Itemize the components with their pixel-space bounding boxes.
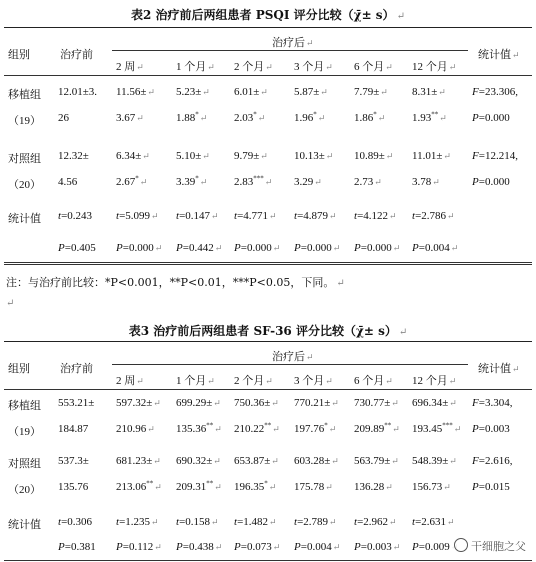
table3-table-cell: 597.32±↵ — [116, 397, 161, 409]
table2-period-2: 2 个月↵ — [234, 61, 273, 73]
table3-table-cell: P=0.073↵ — [234, 541, 281, 553]
table3-header-stat: 统计值↵ — [478, 363, 520, 375]
table2-row-n: （20） — [8, 179, 41, 191]
table3-table-cell: P=0.004↵ — [294, 541, 341, 553]
table3-table-cell: P=0.112↵ — [116, 541, 162, 553]
table3-table-cell: 681.23±↵ — [116, 455, 161, 467]
table3-table-cell: P=0.009 — [412, 541, 450, 553]
table2-table-cell: P=0.000 — [472, 112, 510, 124]
table2-table-cell: 1.93**↵ — [412, 110, 447, 124]
table3-table-cell: P=0.015 — [472, 481, 510, 493]
table3-period-1: 1 个月↵ — [176, 375, 215, 387]
table2-table-cell: 6.01±↵ — [234, 86, 268, 98]
table2-caption: 表2 治疗前后两组患者 PSQI 评分比较（χ̄± s） ↵ — [131, 8, 405, 22]
table2-table-cell: P=0.000↵ — [116, 242, 163, 254]
table3-table-cell: F=3.304, — [472, 397, 513, 409]
table2-row-label: 统计值 — [8, 213, 41, 225]
table3-period-3: 3 个月↵ — [294, 375, 333, 387]
table3-table-cell: 653.87±↵ — [234, 455, 279, 467]
table2-table-cell: P=0.405 — [58, 242, 96, 254]
table3-table-cell: 156.73↵ — [412, 481, 451, 493]
table2-period-0: 2 周↵ — [116, 61, 144, 73]
table2-table-cell: t=4.771↵ — [234, 210, 277, 222]
table2-header-before: 治疗前 — [60, 49, 93, 61]
table3-period-0: 2 周↵ — [116, 375, 144, 387]
table2-table-cell: t=0.243 — [58, 210, 93, 222]
table2-table-cell: P=0.442↵ — [176, 242, 223, 254]
table3-table-cell: 135.36**↵ — [176, 421, 222, 435]
table3-period-5: 12 个月↵ — [412, 375, 457, 387]
table3-table-cell: t=2.962↵ — [354, 516, 397, 528]
table3-period-2: 2 个月↵ — [234, 375, 273, 387]
table2-table-cell: 7.79±↵ — [354, 86, 388, 98]
table2-table-cell: P=0.000↵ — [354, 242, 401, 254]
table3-table-cell: t=1.482↵ — [234, 516, 277, 528]
watermark: 干细胞之父 — [450, 536, 530, 556]
table3-table-cell: 209.31**↵ — [176, 479, 222, 493]
table2-period-4: 6 个月↵ — [354, 61, 393, 73]
table2-table-cell: 12.32± — [58, 150, 89, 162]
table3-table-cell: P=0.381 — [58, 541, 96, 553]
table3-table-cell: P=0.003↵ — [354, 541, 401, 553]
table2-table-cell: 6.34±↵ — [116, 150, 150, 162]
table2-table-cell: 26 — [58, 112, 69, 124]
table3-table-cell: 699.29±↵ — [176, 397, 221, 409]
table2-table-cell: 3.67↵ — [116, 112, 144, 124]
table3-header-after: 治疗后↵ — [272, 351, 314, 363]
table2-table-cell: P=0.000↵ — [234, 242, 281, 254]
table2-table-cell: 8.31±↵ — [412, 86, 446, 98]
table2-period-3: 3 个月↵ — [294, 61, 333, 73]
table3-row-label: 对照组 — [8, 458, 41, 470]
table2-table-cell: 2.03*↵ — [234, 110, 266, 124]
table2-table-cell: P=0.000 — [472, 176, 510, 188]
table2-table-cell: 5.87±↵ — [294, 86, 328, 98]
table3-table-cell: P=0.003 — [472, 423, 510, 435]
table2-table-cell: 3.78↵ — [412, 176, 440, 188]
table3-table-cell: 197.76*↵ — [294, 421, 337, 435]
table3-table-cell: 563.79±↵ — [354, 455, 399, 467]
table3-table-cell: 213.06**↵ — [116, 479, 162, 493]
table2-table-cell: 12.01±3. — [58, 86, 98, 98]
table2-table-cell: 11.01±↵ — [412, 150, 451, 162]
table2-table-cell: F=23.306, — [472, 86, 518, 98]
table3-table-cell: 553.21± — [58, 397, 95, 409]
table3-table-cell: 696.34±↵ — [412, 397, 457, 409]
table3-table-cell: 193.45***↵ — [412, 421, 462, 435]
table2-period-1: 1 个月↵ — [176, 61, 215, 73]
table3-table-cell: 690.32±↵ — [176, 455, 221, 467]
table2-period-5: 12 个月↵ — [412, 61, 457, 73]
table3-table-cell: 603.28±↵ — [294, 455, 339, 467]
table3-table-cell: 210.22**↵ — [234, 421, 280, 435]
table3-table-cell: 135.76 — [58, 481, 89, 493]
table3-table-cell: P=0.438↵ — [176, 541, 223, 553]
table3-table-cell: 184.87 — [58, 423, 89, 435]
table3-period-4: 6 个月↵ — [354, 375, 393, 387]
table3-table-cell: t=1.235↵ — [116, 516, 159, 528]
table3-table-cell: 210.96↵ — [116, 423, 155, 435]
table2-table-cell: F=12.214, — [472, 150, 518, 162]
table3-table-cell: 209.89**↵ — [354, 421, 400, 435]
table2-table-cell: 2.83***↵ — [234, 174, 273, 188]
table2-table-cell: 11.56±↵ — [116, 86, 155, 98]
table3-table-cell: t=0.158↵ — [176, 516, 219, 528]
table2-table-cell: 10.13±↵ — [294, 150, 334, 162]
table2-table-cell: 1.96*↵ — [294, 110, 326, 124]
table3-row-label: 统计值 — [8, 519, 41, 531]
table2-table-cell: 5.23±↵ — [176, 86, 210, 98]
table2-table-cell: 9.79±↵ — [234, 150, 268, 162]
table2-table-cell: 1.86*↵ — [354, 110, 386, 124]
table3-header-before: 治疗前 — [60, 363, 93, 375]
table3-table-cell: 730.77±↵ — [354, 397, 399, 409]
table2-table-cell: 5.10±↵ — [176, 150, 210, 162]
table2-table-cell: t=2.786↵ — [412, 210, 455, 222]
table3-table-cell: t=2.789↵ — [294, 516, 337, 528]
table3-table-cell: 537.3± — [58, 455, 89, 467]
table2-table-cell: 10.89±↵ — [354, 150, 394, 162]
table3-header-group: 组别 — [8, 363, 30, 375]
table3-table-cell: t=0.306 — [58, 516, 93, 528]
table3-row-n: （19） — [8, 426, 41, 438]
table3-table-cell: 196.35*↵ — [234, 479, 277, 493]
table2-table-cell: 3.39*↵ — [176, 174, 208, 188]
table3-caption: 表3 治疗前后两组患者 SF-36 评分比较（χ̄± s） ↵ — [128, 324, 408, 338]
table2-header-after: 治疗后↵ — [272, 37, 314, 49]
table2-table-cell: t=4.122↵ — [354, 210, 397, 222]
table3-table-cell: 175.78↵ — [294, 481, 333, 493]
table2-table-cell: 2.67*↵ — [116, 174, 148, 188]
table3-table-cell: F=2.616, — [472, 455, 513, 467]
table2-table-cell: t=5.099↵ — [116, 210, 159, 222]
table3-table-cell: t=2.631↵ — [412, 516, 455, 528]
table2-header-stat: 统计值↵ — [478, 49, 520, 61]
table2-table-cell: 3.29↵ — [294, 176, 322, 188]
table2-table-cell: P=0.000↵ — [294, 242, 341, 254]
table3-row-label: 移植组 — [8, 400, 41, 412]
table2-note: 注：与治疗前比较：*P<0.001，**P<0.01，***P<0.05，下同。 ↵ — [6, 276, 345, 289]
table3-table-cell: 770.21±↵ — [294, 397, 339, 409]
table3-table-cell: 136.28↵ — [354, 481, 393, 493]
table3-table-cell: 750.36±↵ — [234, 397, 279, 409]
table2-table-cell: t=4.879↵ — [294, 210, 337, 222]
table2-table-cell: 4.56 — [58, 176, 78, 188]
table2-table-cell: 1.88*↵ — [176, 110, 208, 124]
table2-row-n: （19） — [8, 115, 41, 127]
table2-table-cell: P=0.004↵ — [412, 242, 459, 254]
table2-table-cell: 2.73↵ — [354, 176, 382, 188]
table3-table-cell: 548.39±↵ — [412, 455, 457, 467]
table3-row-n: （20） — [8, 484, 41, 496]
wechat-logo-icon — [454, 538, 468, 552]
table2-header-group: 组别 — [8, 49, 30, 61]
table2-table-cell: t=0.147↵ — [176, 210, 219, 222]
table2-row-label: 移植组 — [8, 89, 41, 101]
table2-row-label: 对照组 — [8, 153, 41, 165]
